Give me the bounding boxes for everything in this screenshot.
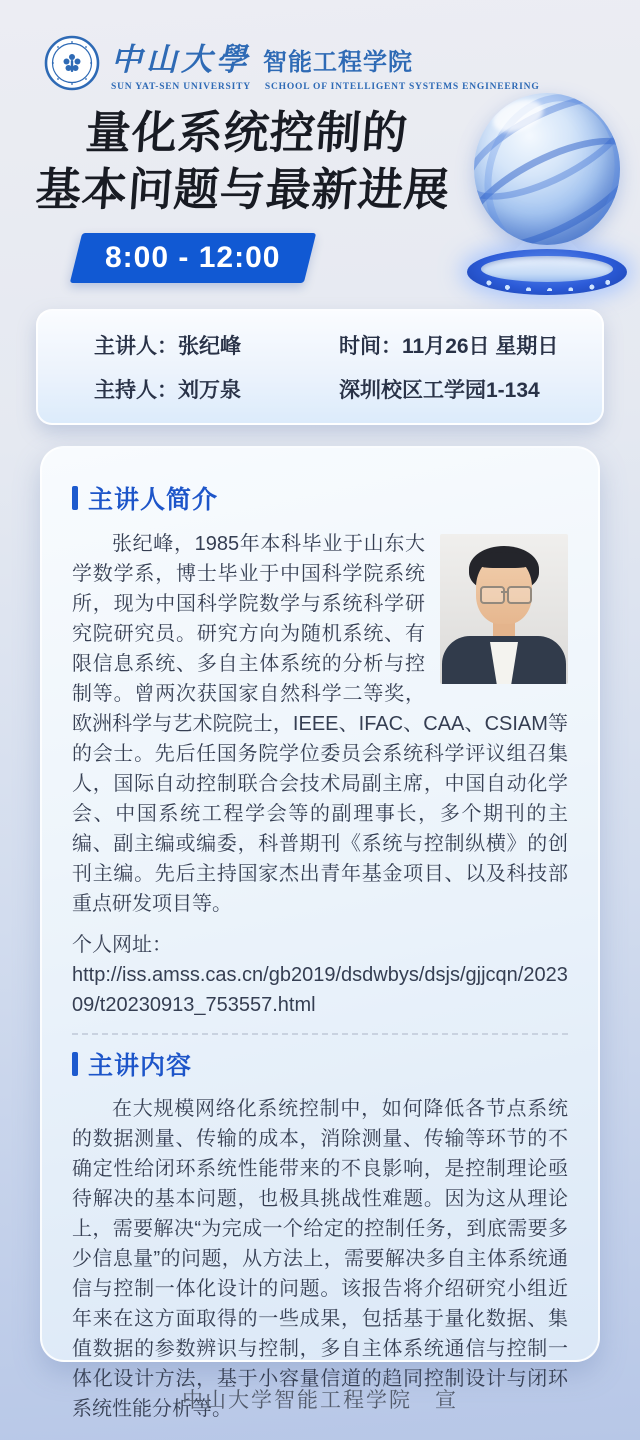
speaker-bio-text: 张纪峰，1985年本科毕业于山东大学数学系，博士毕业于中国科学院系统所，现为中国科学院数学与系统科学研究院研究员。研究方向为随机系统、有限信息系统、多自主体系统的分析与控制等。曾两次获国家自然科学二等奖，欧洲科学与艺术院院士，IEEE、IFAC、CAA、CSIAM等的会士。先后任国务院学位委员会系统科学评议组召集人，国际自动控制联合会技术局副主席，中国自动化学会、中国系统工程学会等的副理事长，多个期刊的主编、副主编或编委，科普期刊《系统与控制纵横》的创刊主编。先后主持国家杰出青年基金项目、以及科技部重点研发项目等。: [72, 533, 568, 915]
speaker-photo: [440, 534, 568, 684]
location-field: 深圳校区工学园1-134: [339, 379, 540, 402]
hologram-base: [467, 249, 627, 295]
website-url: http://iss.amss.cas.cn/gb2019/dsdwbys/dsjs/gjjcqn/202309/t20230913_753557.html: [72, 964, 568, 1016]
university-header: [44, 34, 540, 92]
time-field: 时间：11月26日 星期日: [339, 335, 559, 358]
host-field: 主持人：刘万泉: [94, 379, 241, 402]
footer-publisher: 中山大学智能工程学院 宣: [182, 1389, 458, 1412]
lecture-content-body: 在大规模网络化系统控制中，如何降低各节点系统的数据测量、传输的成本，消除测量、传输等环节的不确定性给闭环系统性能带来的不良影响，是控制理论亟待解决的基本问题，也极具挑战性难题。因为这从理论上，需要解决“为完成一个给定的控制任务，到底需要多少信息量”的问题，从方法上，需要解决多自主体系统通信与控制一体化设计的问题。该报告将介绍研究小组近年来在这方面取得的一些成果，包括基于量化数据、集值数据的参数辨识与控制，多自主体系统通信与控制一体化设计方法，基于小容量信道的趋同控制设计与闭环系统性能分析等。: [72, 1098, 568, 1420]
section-accent-bar: [72, 486, 78, 510]
university-name-cn: 中山大學: [111, 42, 251, 77]
section-accent-bar: [72, 1052, 78, 1076]
speaker-field: 主讲人：张纪峰: [94, 335, 241, 358]
time-badge-label: 8:00 - 12:00: [105, 241, 281, 274]
event-info-card: [36, 309, 604, 425]
lecture-content-header: [72, 1046, 568, 1082]
logo-text-block: [111, 34, 540, 92]
school-name-cn: 智能工程学院: [263, 49, 413, 76]
dashed-divider: [72, 1033, 568, 1035]
university-name-en: SUN YAT-SEN UNIVERSITY: [111, 82, 251, 92]
hologram-base-lights: [481, 273, 613, 291]
photo-glasses-right: [507, 586, 532, 604]
school-name-en: SCHOOL OF INTELLIGENT SYSTEMS ENGINEERING: [264, 82, 540, 92]
poster-title-line1: 量化系统控制的: [84, 107, 410, 158]
poster-title-line2: 基本问题与最新进展: [34, 164, 452, 215]
photo-glasses-left: [480, 586, 505, 604]
speaker-intro-title: 主讲人简介: [88, 486, 219, 514]
glass-globe: [474, 93, 620, 245]
globe-hologram-illustration: [458, 93, 636, 297]
university-seal-icon: [44, 35, 100, 91]
time-badge: [70, 233, 316, 283]
speaker-bio: [72, 529, 568, 919]
speaker-intro-header: [72, 480, 568, 516]
website-label: 个人网址：: [72, 934, 172, 956]
photo-glasses-bridge: [501, 591, 507, 593]
lecture-content-title: 主讲内容: [88, 1052, 193, 1080]
poster-title: [2, 104, 488, 218]
photo-fringe: [476, 552, 532, 568]
